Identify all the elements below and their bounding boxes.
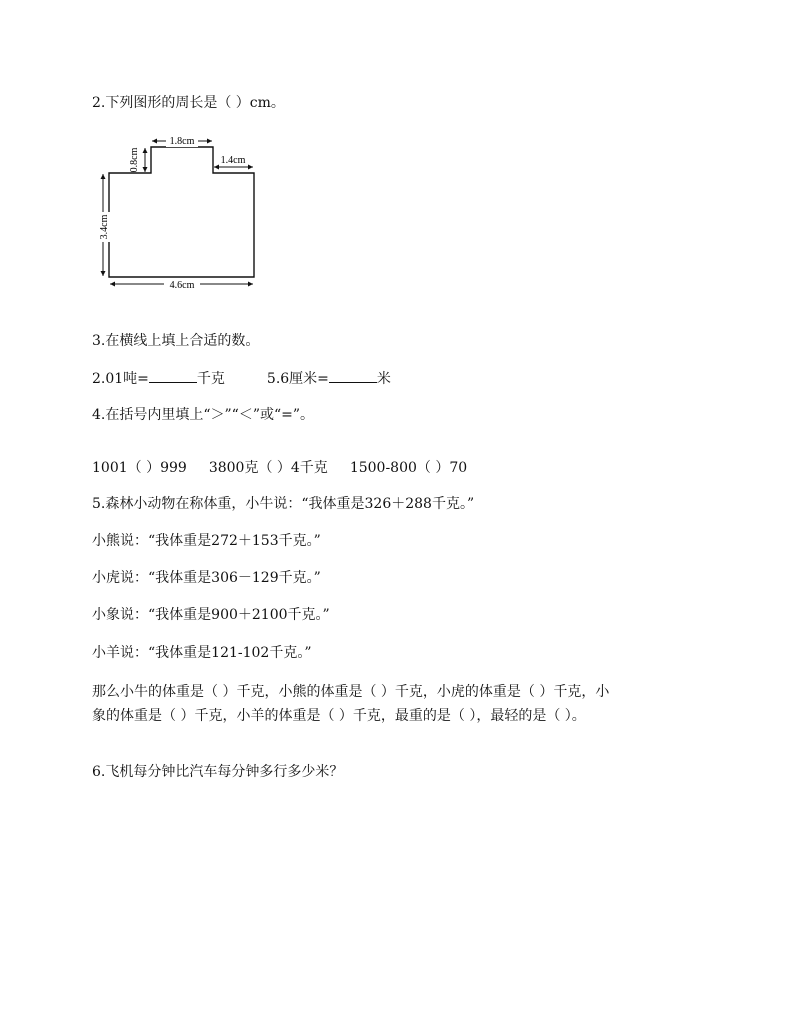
- q3-answer-blank-1[interactable]: [149, 370, 197, 383]
- question-3-items: [92, 370, 391, 388]
- q5-line-sheep: 小羊说：“我体重是121-102千克。”: [92, 645, 312, 661]
- question-5-question: 那么小牛的体重是（ ）千克，小熊的体重是（ ）千克，小虎的体重是（ ）千克，小象的体重是（ ）千克，小羊的体重是（ ）千克，最重的是（ ），最轻的是（ ）。: [92, 684, 610, 724]
- question-4-title: 4.在括号内里填上“＞”“＜”或“=”。: [92, 407, 315, 423]
- q3-item2-suffix: 米: [376, 371, 391, 387]
- question-4-items: [92, 459, 467, 477]
- q5-line-tiger: 小虎说：“我体重是306－129千克。”: [92, 570, 321, 586]
- label-left: 3.4cm: [99, 214, 110, 240]
- q4-item-1: 1001（ ）999: [92, 460, 187, 476]
- label-right-step: 1.4cm: [220, 155, 246, 166]
- q4-item-2: 3800克（ ）4千克: [208, 460, 328, 476]
- q4-item-3: 1500-800（ ）70: [349, 460, 468, 476]
- q5-line-elephant: 小象说：“我体重是900＋2100千克。”: [92, 607, 330, 623]
- q5-line-bear: 小熊说：“我体重是272＋153千克。”: [92, 533, 321, 549]
- question-3-title: 3.在横线上填上合适的数。: [92, 333, 260, 349]
- question-6-title: 6.飞机每分钟比汽车每分钟多行多少米？: [92, 764, 344, 780]
- q3-item1-suffix: 千克: [196, 371, 225, 387]
- perimeter-figure: [92, 128, 272, 298]
- label-bottom: 4.6cm: [169, 280, 195, 291]
- question-2-title: 2.下列图形的周长是（ ）cm。: [92, 95, 285, 111]
- q3-item2-prefix: 5.6厘米=: [266, 371, 329, 387]
- question-5-title: 5.森林小动物在称体重，小牛说：“我体重是326＋288千克。”: [92, 496, 475, 512]
- q3-answer-blank-2[interactable]: [329, 370, 377, 383]
- label-left-step: 0.8cm: [129, 147, 140, 173]
- q3-item1-prefix: 2.01吨=: [92, 371, 149, 387]
- label-top: 1.8cm: [169, 136, 195, 147]
